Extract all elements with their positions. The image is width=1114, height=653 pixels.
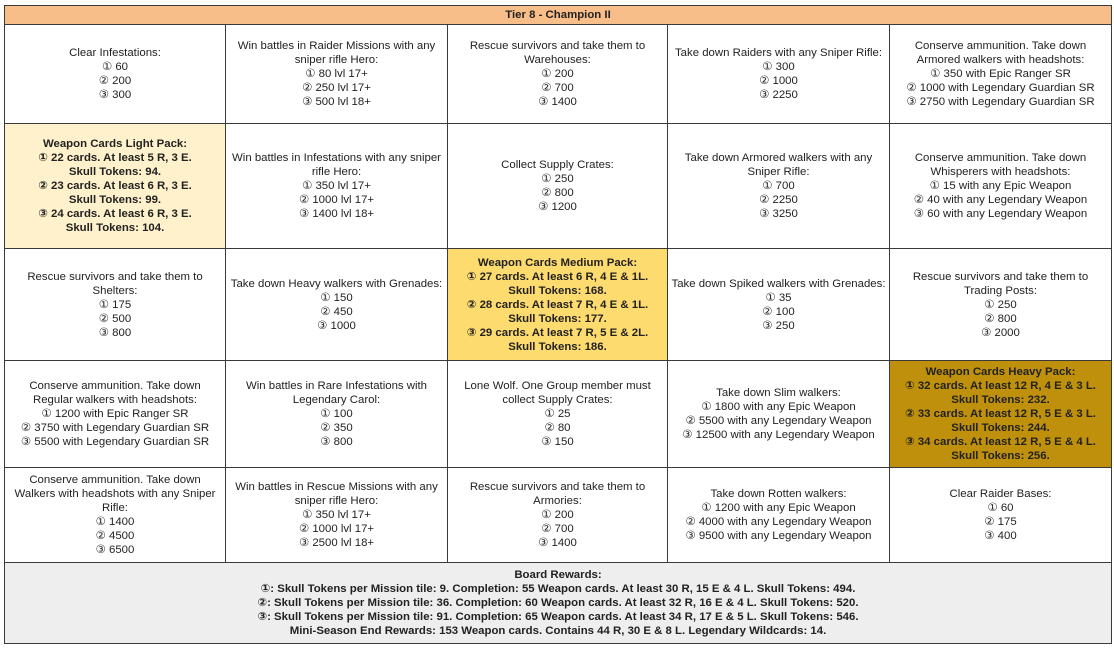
board-rewards-line: Mini-Season End Rewards: 153 Weapon cards. Contains 44 R, 30 E & 8 L. Legendary Wildcards: 14. <box>289 625 827 637</box>
mission-tile <box>890 25 1112 124</box>
pack-reward-line: ① 22 cards. At least 5 R, 3 E. <box>38 152 192 164</box>
mission-target: ① 60 <box>101 61 129 73</box>
mission-target: ② 100 <box>762 305 795 318</box>
mission-description: Clear Infestations: <box>69 47 161 59</box>
mission-target: ③ 800 <box>98 326 132 339</box>
footer-row <box>5 563 1112 644</box>
mission-target: ③ 300 <box>98 89 132 101</box>
pack-reward-line: Skull Tokens: 244. <box>951 422 1050 434</box>
mission-description: Take down Rotten walkers: <box>710 488 847 500</box>
mission-target: ② 800 <box>984 312 1017 325</box>
mission-description: Take down Slim walkers: <box>716 387 841 399</box>
mission-description: Lone Wolf. One Group member must collect Supply Crates: <box>464 380 651 406</box>
page-title: Tier 8 - Champion II <box>5 6 1112 25</box>
mission-target: ① 250 <box>984 298 1017 311</box>
pack-reward-line: Skull Tokens: 177. <box>508 312 607 325</box>
mission-target: ③ 500 lvl 18+ <box>302 96 371 108</box>
mission-tile <box>890 124 1112 249</box>
board-body <box>5 6 1112 644</box>
mission-tile <box>5 468 226 563</box>
mission-target: ② 1000 <box>759 75 798 87</box>
board-rewards-line: ③: Skull Tokens per Mission tile: 91. Completion: 65 Weapon cards. At least 34 R, 17 E & 5 L. Skull Tokens: 546. <box>257 611 859 623</box>
mission-description: Conserve ammunition. Take down Regular walkers with headshots: <box>29 380 201 406</box>
board-rewards-line: ②: Skull Tokens per Mission tile: 36. Completion: 60 Weapon cards. At least 32 R, 16 E & 4 L. Skull Tokens: 520. <box>257 597 859 609</box>
pack-reward-line: ① 27 cards. At least 6 R, 4 E & 1L. <box>466 270 649 283</box>
mission-target: ① 1200 with Epic Ranger SR <box>41 408 189 420</box>
mission-target: ② 4500 <box>95 530 135 542</box>
mission-target: ① 100 <box>320 408 353 420</box>
pack-reward-line: ② 33 cards. At least 12 R, 5 E & 3 L. <box>905 408 1096 420</box>
heavy-pack-tile <box>890 361 1112 468</box>
mission-tile <box>5 25 226 124</box>
mission-target: ② 2250 <box>759 194 798 206</box>
mission-target: ① 250 <box>541 173 574 185</box>
mission-tile <box>5 249 226 361</box>
pack-reward-line: Skull Tokens: 99. <box>68 194 162 206</box>
pack-reward-line: ③ 34 cards. At least 12 R, 5 E & 4 L. <box>905 436 1096 448</box>
mission-target: ③ 2750 with Legendary Guardian SR <box>906 96 1095 108</box>
mission-target: ② 200 <box>98 75 132 87</box>
mission-target: ① 700 <box>762 180 795 192</box>
mission-description: Take down Armored walkers with any Sniper Rifle: <box>684 152 873 178</box>
mission-target: ③ 6500 <box>95 544 135 556</box>
pack-title: Weapon Cards Medium Pack: <box>477 256 638 269</box>
pack-reward-line: ③ 29 cards. At least 7 R, 5 E & 2L. <box>466 326 649 339</box>
mission-tile <box>448 124 668 249</box>
mission-target: ① 150 <box>320 291 353 304</box>
mission-tile <box>226 361 448 468</box>
pack-reward-line: Skull Tokens: 168. <box>508 284 607 297</box>
mission-target: ① 1800 with any Epic Weapon <box>701 401 856 413</box>
mission-target: ① 200 <box>541 68 574 80</box>
mission-target: ③ 400 <box>984 530 1017 542</box>
mission-target: ① 35 <box>765 291 792 304</box>
board-rewards-line: ①: Skull Tokens per Mission tile: 9. Completion: 55 Weapon cards. At least 30 R, 15 E & 4 L. Skull Tokens: 494. <box>260 583 856 595</box>
pack-title: Weapon Cards Light Pack: <box>42 138 188 150</box>
mission-tile <box>448 361 668 468</box>
mission-description: Collect Supply Crates: <box>501 159 614 171</box>
mission-description: Take down Spiked walkers with Grenades: <box>671 277 886 290</box>
mission-target: ① 1400 <box>95 516 135 528</box>
mission-target: ③ 800 <box>320 436 353 448</box>
mission-target: ① 350 lvl 17+ <box>302 509 371 521</box>
mission-tile <box>890 468 1112 563</box>
mission-target: ① 25 <box>544 408 571 420</box>
mission-tile <box>668 25 890 124</box>
mission-target: ③ 3250 <box>759 208 798 220</box>
mission-target: ① 200 <box>541 509 574 521</box>
mission-target: ② 1000 lvl 17+ <box>298 523 375 535</box>
header-row <box>5 6 1112 25</box>
mission-description: Rescue survivors and take them to Shelters: <box>27 270 203 297</box>
mission-target: ② 80 <box>544 422 571 434</box>
mission-target: ③ 1400 lvl 18+ <box>298 208 375 220</box>
mission-target: ② 250 lvl 17+ <box>302 82 371 94</box>
mission-description: Win battles in Rescue Missions with any sniper rifle Hero: <box>235 481 438 507</box>
mission-target: ③ 1200 <box>538 201 577 213</box>
mission-description: Rescue survivors and take them to Warehouses: <box>469 40 646 66</box>
mission-target: ② 1000 lvl 17+ <box>298 194 375 206</box>
mission-description: Take down Heavy walkers with Grenades: <box>230 277 443 290</box>
mission-target: ③ 5500 with Legendary Guardian SR <box>20 436 210 448</box>
mission-tile <box>226 468 448 563</box>
board-row <box>5 468 1112 563</box>
medium-pack-tile <box>448 249 668 361</box>
mission-tile <box>890 249 1112 361</box>
reward-board <box>4 5 1112 644</box>
mission-target: ③ 1400 <box>538 96 577 108</box>
pack-reward-line: Skull Tokens: 186. <box>508 340 607 353</box>
mission-target: ② 800 <box>541 187 574 199</box>
mission-target: ② 1000 with Legendary Guardian SR <box>906 82 1095 94</box>
mission-target: ① 15 with any Epic Weapon <box>929 180 1072 192</box>
board-row <box>5 361 1112 468</box>
light-pack-tile <box>5 124 226 249</box>
mission-target: ② 3750 with Legendary Guardian SR <box>20 422 210 434</box>
mission-target: ② 175 <box>984 516 1017 528</box>
mission-description: Conserve ammunition. Take down Armored walkers with headshots: <box>914 40 1087 66</box>
mission-target: ① 60 <box>987 502 1014 514</box>
mission-target: ① 80 lvl 17+ <box>305 68 368 80</box>
pack-reward-line: Skull Tokens: 104. <box>65 222 165 234</box>
mission-target: ② 40 with any Legendary Weapon <box>913 194 1088 206</box>
mission-target: ③ 9500 with any Legendary Weapon <box>685 530 872 542</box>
board-row <box>5 249 1112 361</box>
mission-tile <box>5 361 226 468</box>
mission-target: ③ 12500 with any Legendary Weapon <box>682 429 875 441</box>
mission-target: ③ 150 <box>541 436 574 448</box>
mission-description: Rescue survivors and take them to Armories: <box>469 481 646 507</box>
mission-tile <box>226 25 448 124</box>
mission-description: Win battles in Rare Infestations with Legendary Carol: <box>245 380 428 406</box>
mission-description: Clear Raider Bases: <box>949 488 1052 500</box>
mission-target: ① 300 <box>762 61 795 73</box>
mission-target: ② 500 <box>98 312 132 325</box>
pack-reward-line: Skull Tokens: 94. <box>68 166 162 178</box>
mission-target: ③ 2000 <box>981 326 1020 339</box>
mission-description: Win battles in Raider Missions with any sniper rifle Hero: <box>237 40 436 66</box>
pack-reward-line: Skull Tokens: 256. <box>951 450 1050 462</box>
mission-target: ① 175 <box>98 298 132 311</box>
mission-target: ③ 250 <box>762 319 795 332</box>
mission-target: ② 700 <box>541 523 574 535</box>
mission-description: Conserve ammunition. Take down Walkers with headshots with any Sniper Rifle: <box>14 474 216 514</box>
pack-reward-line: ③ 24 cards. At least 6 R, 3 E. <box>38 208 192 220</box>
mission-description: Conserve ammunition. Take down Whisperers with headshots: <box>914 152 1087 178</box>
mission-target: ③ 1400 <box>538 537 577 549</box>
board-rewards-title: Board Rewards: <box>514 569 602 581</box>
board-row <box>5 25 1112 124</box>
mission-tile <box>226 124 448 249</box>
mission-tile <box>668 124 890 249</box>
mission-tile <box>448 468 668 563</box>
mission-tile <box>226 249 448 361</box>
mission-target: ② 350 <box>320 422 353 434</box>
mission-target: ② 700 <box>541 82 574 94</box>
mission-target: ③ 2500 lvl 18+ <box>298 537 375 549</box>
mission-target: ② 5500 with any Legendary Weapon <box>685 415 872 427</box>
mission-target: ① 1200 with any Epic Weapon <box>701 502 856 514</box>
pack-reward-line: Skull Tokens: 232. <box>951 394 1050 406</box>
mission-description: Win battles in Infestations with any sniper rifle Hero: <box>232 152 441 178</box>
mission-tile <box>668 249 890 361</box>
mission-target: ② 450 <box>320 305 353 318</box>
board-row <box>5 124 1112 249</box>
mission-target: ① 350 lvl 17+ <box>302 180 371 192</box>
mission-target: ① 350 with Epic Ranger SR <box>930 68 1071 80</box>
mission-target: ③ 2250 <box>759 89 798 101</box>
pack-reward-line: ① 32 cards. At least 12 R, 4 E & 3 L. <box>905 380 1096 392</box>
mission-target: ② 4000 with any Legendary Weapon <box>685 516 872 528</box>
pack-reward-line: ② 23 cards. At least 6 R, 3 E. <box>38 180 192 192</box>
mission-description: Take down Raiders with any Sniper Rifle: <box>674 47 883 59</box>
pack-reward-line: ② 28 cards. At least 7 R, 4 E & 1L. <box>466 298 649 311</box>
mission-target: ③ 60 with any Legendary Weapon <box>913 208 1088 220</box>
pack-title: Weapon Cards Heavy Pack: <box>925 366 1076 378</box>
mission-tile <box>668 468 890 563</box>
mission-tile <box>668 361 890 468</box>
board-rewards <box>5 563 1112 644</box>
mission-target: ③ 1000 <box>317 319 356 332</box>
mission-description: Rescue survivors and take them to Trading Posts: <box>912 270 1089 297</box>
mission-tile <box>448 25 668 124</box>
